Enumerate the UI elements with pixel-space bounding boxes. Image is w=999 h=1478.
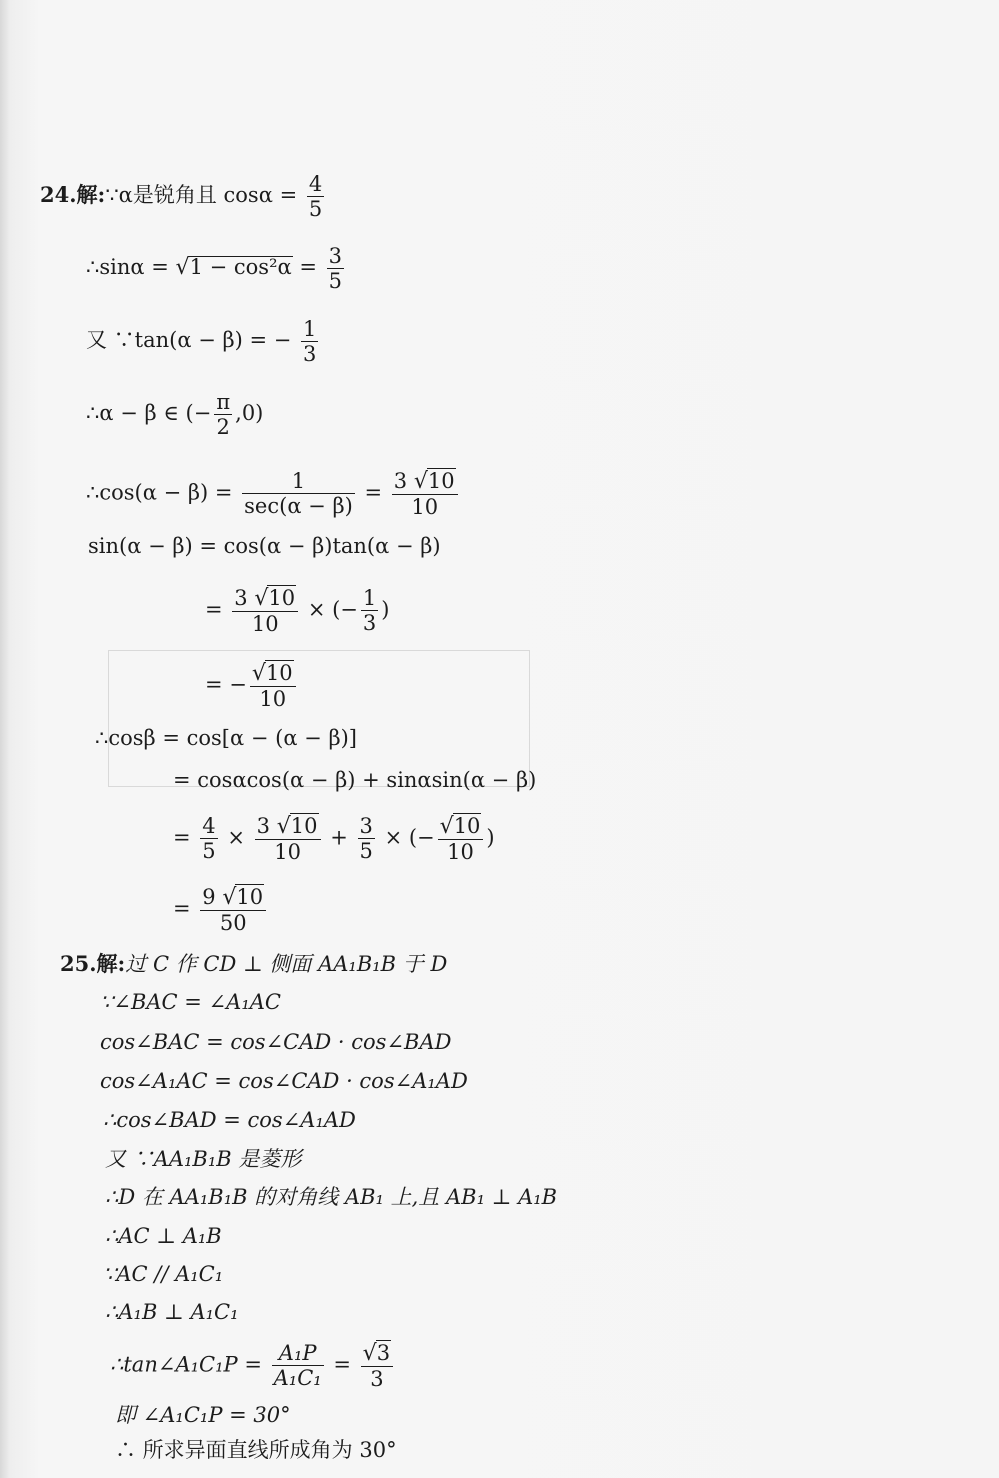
fraction: $\frac{\text{A₁P}}{\text{A₁C₁}}$ <box>273 1341 322 1391</box>
p25-line-4: cos∠A₁AC = cos∠CAD · cos∠A₁AD <box>100 1069 468 1093</box>
fraction: $\frac{4}{5}$ <box>308 172 323 222</box>
fraction: $\frac{3}{5}$ <box>328 244 343 294</box>
p24-l1-text: ∵α是锐角且 cosα = <box>105 183 298 208</box>
p24-line-4: ∴α − β ∈ (− $\frac{\pi}{2}$ ,0) <box>86 390 264 440</box>
p25-jie: 解: <box>96 951 126 976</box>
p24-line-12: = $\frac{9 √10}{50}$ <box>173 884 269 935</box>
p24-line-1 <box>40 172 327 221</box>
fraction: $\frac{√10}{10}$ <box>250 660 296 711</box>
sqrt-sign: √ <box>175 255 190 281</box>
p24-number: 24. <box>40 182 77 208</box>
fraction: $\frac{√10}{10}$ <box>438 813 484 864</box>
p24-line-9: ∴cosβ = cos[α − (α − β)] <box>95 726 357 750</box>
p25-line-12: 即 ∠A₁C₁P = 30° <box>115 1403 291 1427</box>
fraction: $\frac{3 √10}{10}$ <box>392 468 458 519</box>
p25-line-7: ∴D 在 AA₁B₁B 的对角线 AB₁ 上,且 AB₁ ⊥ A₁B <box>105 1185 558 1209</box>
p25-line-9: ∵AC // A₁C₁ <box>103 1262 224 1286</box>
fraction: $\frac{√3}{3}$ <box>361 1340 393 1391</box>
p25-line-8: ∴AC ⊥ A₁B <box>105 1224 222 1248</box>
fraction: $\frac{\pi}{2}$ <box>216 390 231 440</box>
fraction: $\frac{3 √10}{10}$ <box>255 813 321 864</box>
fraction: $\frac{9 √10}{50}$ <box>200 884 266 935</box>
p24-line-11: = $\frac{4}{5}$ × $\frac{3 √10}{10}$ + $\frac{3}{5}$ × (− $\frac{√10}{10}$ ) <box>173 814 495 865</box>
show-through-box <box>108 650 530 787</box>
p24-line-2: ∴sinα = √1 − cos²α = $\frac{3}{5}$ <box>86 244 343 294</box>
fraction: $\frac{4}{5}$ <box>202 814 216 864</box>
fraction: $\frac{1}{3}$ <box>303 317 317 367</box>
p25-line-5: ∴cos∠BAD = cos∠A₁AD <box>103 1108 356 1132</box>
p24-line-6: sin(α − β) = cos(α − β)tan(α − β) <box>88 534 441 558</box>
p25-line-2: ∵∠BAC = ∠A₁AC <box>100 990 281 1014</box>
p25-line-11: ∴tan∠A₁C₁P = $\frac{\text{A₁P}}{\text{A₁C₁}}$ = $\frac{√3}{3}$ <box>110 1340 396 1391</box>
p24-line-10: = cosαcos(α − β) + sinαsin(α − β) <box>173 768 537 792</box>
p25-line-13: ∴ 所求异面直线所成角为 30° <box>115 1438 397 1462</box>
p25-line-1: 25.解:过 C 作 CD ⊥ 侧面 AA₁B₁B 于 D <box>60 951 448 976</box>
fraction: $\frac{3 √10}{10}$ <box>232 585 298 636</box>
p24-line-5: ∴cos(α − β) = $\frac{1}{\sec(\alpha - \beta)}$ = $\frac{3 √10}{10}$ <box>86 468 461 519</box>
p24-line-3: 又 ∵tan(α − β) = − $\frac{1}{3}$ <box>86 317 317 367</box>
fraction: $\frac{3}{5}$ <box>359 814 373 864</box>
fraction: $\frac{1}{3}$ <box>362 586 377 636</box>
p25-line-10: ∴A₁B ⊥ A₁C₁ <box>105 1300 239 1324</box>
p25-line-3: cos∠BAC = cos∠CAD · cos∠BAD <box>100 1030 452 1054</box>
fraction: $\frac{1}{\sec(\alpha - \beta)}$ <box>244 469 353 519</box>
p24-jie: 解: <box>76 182 106 208</box>
p25-number: 25. <box>60 951 97 976</box>
p25-line-6: 又 ∵AA₁B₁B 是菱形 <box>105 1147 302 1171</box>
p24-line-8: = − $\frac{√10}{10}$ <box>205 660 299 711</box>
p24-line-7: = $\frac{3 √10}{10}$ × (− $\frac{1}{3}$ ) <box>205 586 390 637</box>
